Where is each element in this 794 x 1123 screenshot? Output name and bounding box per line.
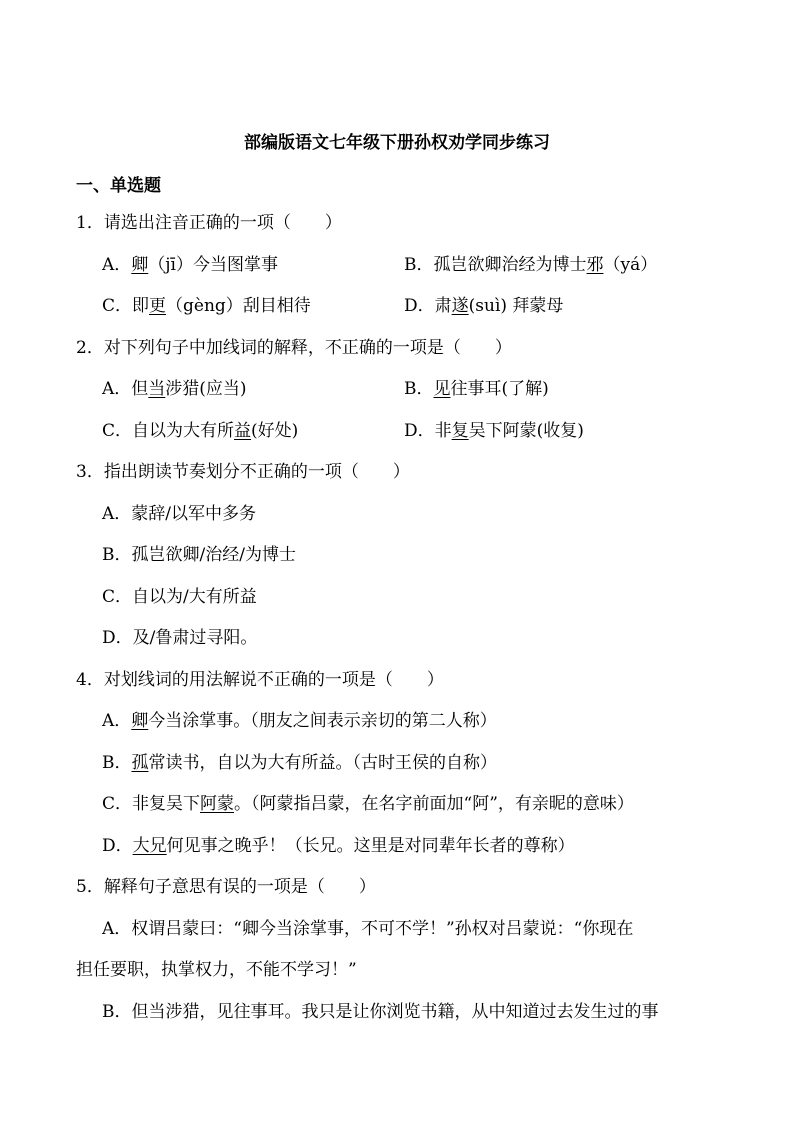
option-label: C．自以为大有所 <box>102 421 235 441</box>
underlined-word: 见 <box>433 379 451 399</box>
option-text: 。（阿蒙指吕蒙，在名字前面加“阿”，有亲昵的意味） <box>234 794 634 814</box>
question-2-stem: 2．对下列句子中加线词的解释，不正确的一项是（ ） <box>76 338 512 358</box>
underlined-word: 邪 <box>586 255 604 275</box>
question-1-option-c[interactable] <box>102 295 311 317</box>
underlined-word: 更 <box>149 296 167 316</box>
question-5-option-b[interactable]: B．但当涉猎，见往事耳。我只是让你浏览书籍，从中知道过去发生过的事 <box>102 1002 659 1022</box>
question-4-option-d[interactable] <box>102 835 575 857</box>
option-text: 常读书，自以为大有所益。（古时王侯的自称） <box>148 753 497 773</box>
question-3-option-b[interactable]: B．孤岂欲卿/治经/为博士 <box>102 545 296 565</box>
question-4-stem: 4．对划线词的用法解说不正确的一项是（ ） <box>76 670 444 690</box>
option-text: (好处) <box>251 421 299 441</box>
page-title: 部编版语文七年级下册孙权劝学同步练习 <box>244 133 550 153</box>
option-text: 涉猎(应当) <box>165 379 247 399</box>
option-label: B．孤岂欲卿治经为博士 <box>404 255 587 275</box>
option-label: A．但 <box>102 379 149 399</box>
question-5-option-a[interactable]: A．权谓吕蒙曰：“卿今当涂掌事，不可不学！”孙权对吕蒙说：“你现在 <box>102 919 634 939</box>
question-2-option-c[interactable] <box>102 420 298 442</box>
option-text: 今当涂掌事。（朋友之间表示亲切的第二人称） <box>148 711 497 731</box>
question-1-option-a[interactable] <box>102 254 278 276</box>
option-label: C．即 <box>102 296 150 316</box>
option-text: (suì) 拜蒙母 <box>468 296 564 316</box>
option-label: D． <box>102 836 133 856</box>
option-label: A． <box>102 255 132 275</box>
question-3-option-a[interactable]: A．蒙辞/以军中多务 <box>102 504 257 524</box>
question-3-option-c[interactable]: C．自以为/大有所益 <box>102 587 257 607</box>
underlined-word: 复 <box>451 421 469 441</box>
option-label: C．非复吴下 <box>102 794 201 814</box>
question-4-option-c[interactable] <box>102 793 634 815</box>
question-2-option-b[interactable] <box>404 378 549 400</box>
question-3-option-d[interactable]: D．及/鲁肃过寻阳。 <box>102 628 258 648</box>
section-heading: 一、单选题 <box>76 176 161 196</box>
option-text: （gèng）刮目相待 <box>166 296 311 316</box>
question-4-option-b[interactable] <box>102 752 497 774</box>
underlined-word: 卿 <box>131 711 149 731</box>
option-label: B． <box>404 379 434 399</box>
question-1-option-d[interactable] <box>404 295 563 317</box>
question-4-option-a[interactable] <box>102 710 497 732</box>
option-text: （yá） <box>603 255 658 275</box>
option-label: A． <box>102 711 132 731</box>
question-1-option-b[interactable] <box>404 254 657 276</box>
question-5-stem: 5．解释句子意思有误的一项是（ ） <box>76 877 376 897</box>
option-label: D．肃 <box>404 296 452 316</box>
underlined-word: 当 <box>148 379 166 399</box>
underlined-word: 遂 <box>451 296 469 316</box>
option-label: B． <box>102 753 132 773</box>
option-text: （jī）今当图掌事 <box>148 255 278 275</box>
option-text: 吴下阿蒙(收复) <box>468 421 584 441</box>
option-label: D．非 <box>404 421 452 441</box>
question-2-option-d[interactable] <box>404 420 584 442</box>
underlined-word: 卿 <box>131 255 149 275</box>
underlined-word: 阿蒙 <box>200 794 235 814</box>
question-1-stem: 1．请选出注音正确的一项（ ） <box>76 213 342 233</box>
underlined-word: 大兄 <box>132 836 167 856</box>
question-2-option-a[interactable] <box>102 378 247 400</box>
question-5-option-a-continued: 担任要职，执掌权力，不能不学习！” <box>76 960 357 980</box>
underlined-word: 益 <box>234 421 252 441</box>
option-text: 往事耳(了解) <box>450 379 549 399</box>
option-text: 何见事之晚乎！（长兄。这里是对同辈年长者的尊称） <box>166 836 575 856</box>
question-3-stem: 3．指出朗读节奏划分不正确的一项（ ） <box>76 462 410 482</box>
underlined-word: 孤 <box>131 753 149 773</box>
